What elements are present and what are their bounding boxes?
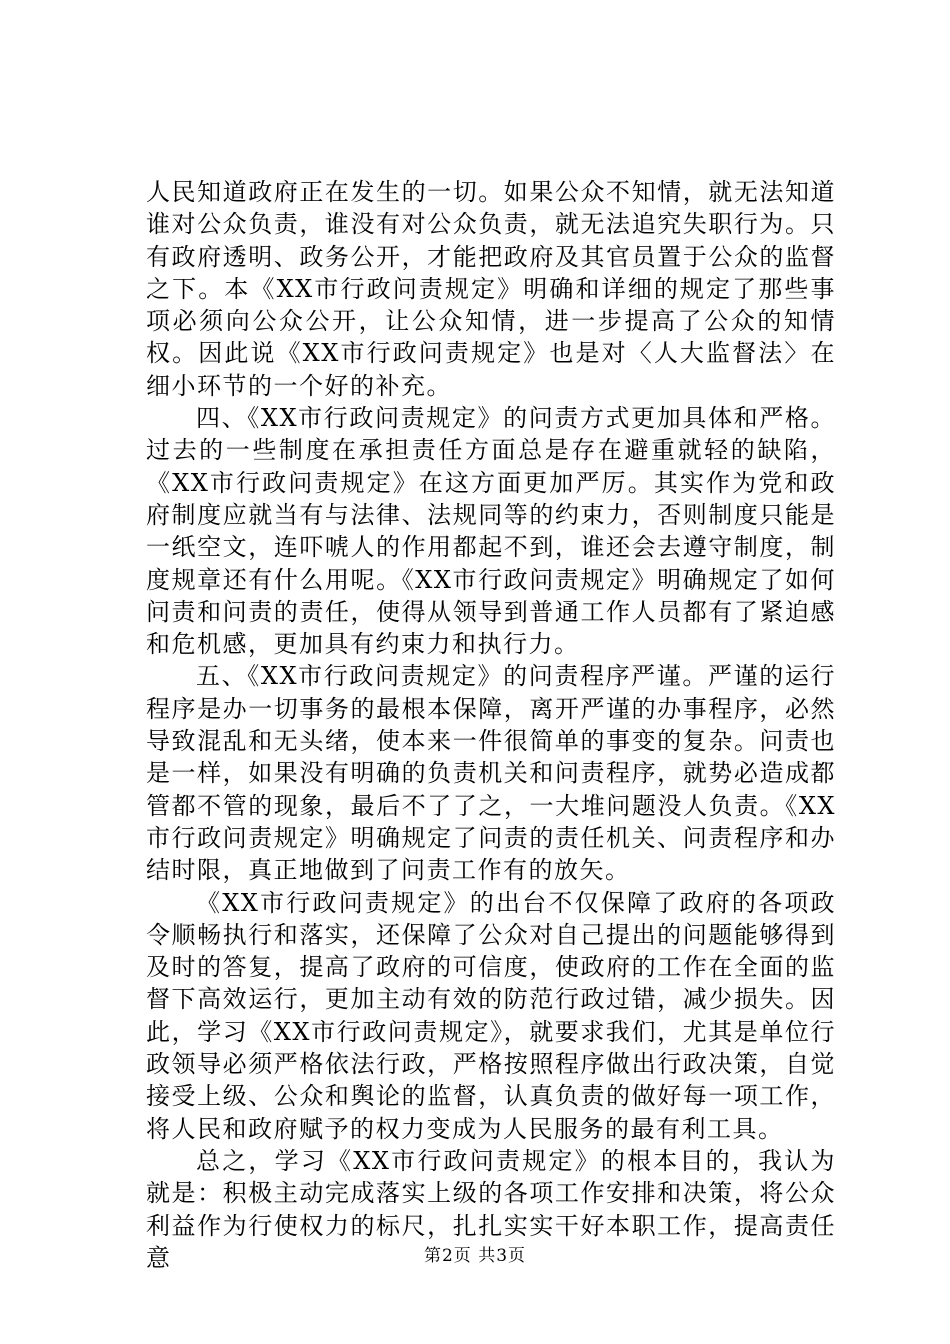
paragraph: 《XX市行政问责规定》的出台不仅保障了政府的各项政令顺畅执行和落实，还保障了公众对自己提出的问题能够得到及时的答复，提高了政府的可信度，使政府的工作在全面的监督下高效运行，更加主动有效的防范行政过错，减少损失。因此，学习《XX市行政问责规定》，就要求我们，尤其是单位行政领导必须严格依法行政，严格按照程序做出行政决策，自觉接受上级、公众和舆论的监督，认真负责的做好每一项工作，将人民和政府赋予的权力变成为人民服务的最有利工具。 xyxy=(146,888,836,1143)
paragraph: 四、《XX市行政问责规定》的问责方式更加具体和严格。过去的一些制度在承担责任方面总是存在避重就轻的缺陷，《XX市行政问责规定》在这方面更加严厉。其实作为党和政府制度应就当有与法律、法规同等的约束力，否则制度只能是一纸空文，连吓唬人的作用都起不到，谁还会去遵守制度，制度规章还有什么用呢。《XX市行政问责规定》明确规定了如何问责和问责的责任，使得从领导到普通工作人员都有了紧迫感和危机感，更加具有约束力和执行力。 xyxy=(146,404,836,659)
paragraph: 人民知道政府正在发生的一切。如果公众不知情，就无法知道谁对公众负责，谁没有对公众负责，就无法追究失职行为。只有政府透明、政务公开，才能把政府及其官员置于公众的监督之下。本《XX市行政问责规定》明确和详细的规定了那些事项必须向公众公开，让公众知情，进一步提高了公众的知情权。因此说《XX市行政问责规定》也是对〈人大监督法〉在细小环节的一个好的补充。 xyxy=(146,178,836,400)
page-number-footer: 第2页 共3页 xyxy=(423,1246,527,1266)
document-body xyxy=(146,176,836,1274)
paragraph: 五、《XX市行政问责规定》的问责程序严谨。严谨的运行程序是办一切事务的最根本保障，离开严谨的办事程序，必然导致混乱和无头绪，使本来一件很简单的事变的复杂。问责也是一样，如果没有明确的负责机关和问责程序，就势必造成都管都不管的现象，最后不了了之，一大堆问题没人负责。《XX市行政问责规定》明确规定了问责的责任机关、问责程序和办结时限，真正地做到了问责工作有的放矢。 xyxy=(146,662,836,885)
paragraph: 总之，学习《XX市行政问责规定》的根本目的，我认为就是：积极主动完成落实上级的各项工作安排和决策，将公众利益作为行使权力的标尺，扎扎实实干好本职工作，提高责任意 xyxy=(146,1146,836,1272)
